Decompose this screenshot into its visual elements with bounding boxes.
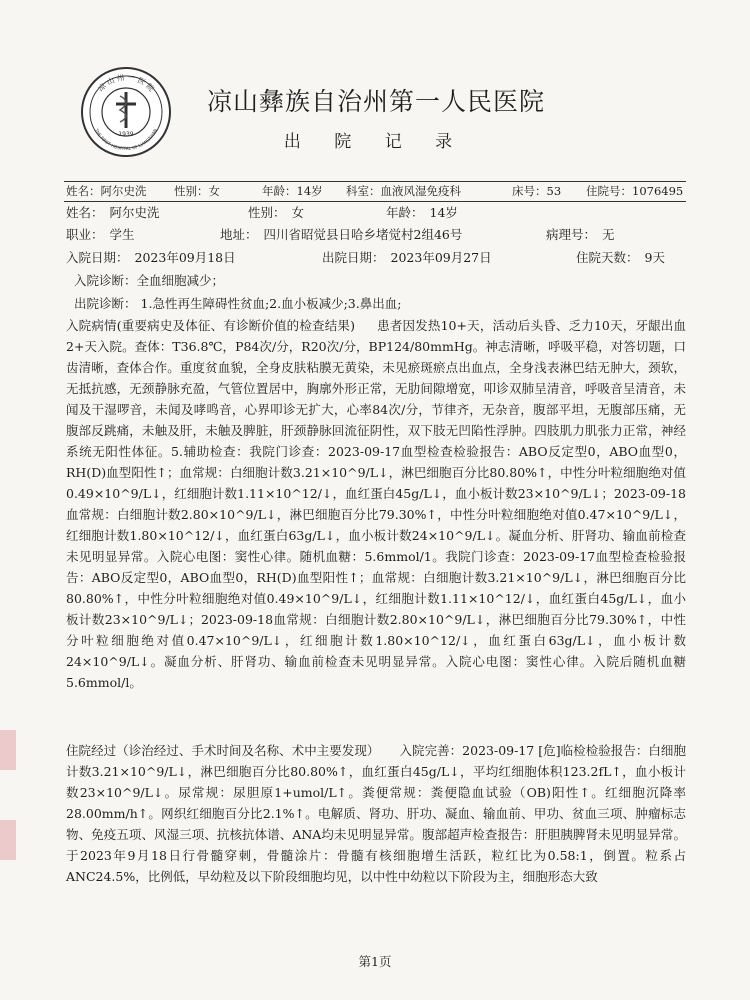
patient-address: 地址： 四川省昭觉县日哈乡堵觉村2组46号	[220, 227, 463, 242]
admission-condition-label: 入院病情(重要病史及体征、有诊断价值的检查结果)	[66, 318, 355, 333]
summary-bed: 床号：53	[512, 184, 562, 198]
summary-admission-no: 住院号：1076495	[586, 184, 684, 198]
summary-age: 年龄：14岁	[262, 184, 323, 198]
summary-gender: 性别：女	[174, 184, 220, 198]
document-title: 出 院 记 录	[283, 132, 467, 152]
hospital-course-text: 入院完善：2023-09-17 [危]临检检验报告：白细胞计数3.21×10^9/L↓，淋巴细胞百分比80.80%↑，血红蛋白45g/L↓，平均红细胞体积123.2fL↑，血小板计数23×10^9/L↓。尿常规：尿胆原1+umol/L↑。粪便常规：粪便隐血试验（OB)阳性↑。红细胞沉降率28.00mm/h↑。网织红细胞百分比2.1%↑。电解质、肾功、肝功、凝血、输血前、甲功、贫血三项、肿瘤标志物、免疫五项、风湿三项、抗核抗体谱、ANA均未见明显异常。腹部超声检查报告：肝胆胰脾肾未见明显异常。于2023年9月18日行骨髓穿刺，骨髓涂片：骨髓有核细胞增生活跃，粒红比为0.58:1，倒置。粒系占ANC24.5%，比例低，早幼粒及以下阶段细胞均见，以中性中幼粒以下阶段为主，细胞形态大致	[66, 743, 686, 884]
summary-name: 姓名：阿尔史洗	[66, 184, 147, 198]
patient-occupation: 职业： 学生	[66, 227, 135, 242]
hospital-course-label: 住院经过（诊治经过、手术时间及名称、术中主要发现）	[66, 743, 380, 758]
header-rule-top	[64, 181, 686, 182]
patient-age: 年龄： 14岁	[386, 205, 458, 220]
hospital-name: 凉山彝族自治州第一人民医院	[206, 87, 545, 116]
discharge-date: 出院日期： 2023年09月27日	[322, 250, 492, 265]
pathology-number: 病理号： 无	[546, 227, 615, 242]
stamp-fragment	[0, 820, 16, 860]
discharge-diagnosis: 出院诊断： 1.急性再生障碍性贫血;2.血小板减少;3.鼻出血;	[74, 296, 402, 311]
patient-name: 姓名： 阿尔史洗	[66, 205, 160, 220]
summary-department: 科室：血液风湿免疫科	[346, 184, 461, 198]
stamp-fragment	[0, 730, 16, 770]
svg-text:凉 山 州 一 医 院: 凉 山 州 一 医 院	[96, 72, 156, 94]
length-of-stay: 住院天数： 9天	[576, 250, 665, 265]
admission-date: 入院日期： 2023年09月18日	[66, 250, 236, 265]
patient-gender: 性别： 女	[248, 205, 305, 220]
admission-diagnosis: 入院诊断：全血细胞减少；	[74, 273, 225, 288]
patient-summary-strip	[66, 183, 686, 201]
svg-text:THE FIRST HOSPITAL OF LIANGSHA: THE FIRST HOSPITAL OF LIANGSHAN	[93, 128, 159, 153]
admission-condition-text: 患者因发热10+天，活动后头昏、乏力10天，牙龈出血2+天入院。查体：T36.8℃，P84次/分，R20次/分，BP124/80mmHg。神志清晰，呼吸平稳，对答切题，口齿清晰，查体合作。重度贫血貌，全身皮肤粘膜无黄染，未见瘀斑瘀点出血点，全身浅表淋巴结无肿大，颈软，无抵抗感，无颈静脉充盈，气管位置居中，胸廓外形正常，无肋间隙增宽，叩诊双肺呈清音，呼吸音呈清音，未闻及干湿啰音，未闻及哮鸣音，心界叩诊无扩大，心率84次/分，节律齐，无杂音，腹部平坦，无腹部压痛，无腹部反跳痛，未触及肝，未触及脾脏，肝颈静脉回流征阴性，双下肢无凹陷性浮肿。四肢肌力肌张力正常，神经系统无阳性体征。5.辅助检查：我院门诊查：2023-09-17血型检查检验报告：ABO反定型0，ABO血型0，RH(D)血型阳性↑；血常规：白细胞计数3.21×10^9/L↓，淋巴细胞百分比80.80%↑，中性分叶粒细胞绝对值0.49×10^9/L↓，红细胞计数1.11×10^12/↓，血红蛋白45g/L↓，血小板计数23×10^9/L↓；2023-09-18血常规：白细胞计数2.80×10^9/L↓，淋巴细胞百分比79.30%↑，中性分叶粒细胞绝对值0.47×10^9/L↓，红细胞计数1.80×10^12/↓，血红蛋白63g/L↓，血小板计数24×10^9/L↓。凝血分析、肝肾功、输血前检查未见明显异常。入院心电图：窦性心律。随机血糖：5.6mmol/1。我院门诊查：2023-09-17血型检查检验报告：ABO反定型0，ABO血型0，RH(D)血型阳性↑；血常规：白细胞计数3.21×10^9/L↓，淋巴细胞百分比80.80%↑，中性分叶粒细胞绝对值0.49×10^9/L↓，红细胞计数1.11×10^12/↓，血红蛋白45g/L↓，血小板计数23×10^9/L↓；2023-09-18血常规：白细胞计数2.80×10^9/L↓，淋巴细胞百分比79.30%↑，中性分叶粒细胞绝对值0.47×10^9/L↓，红细胞计数1.80×10^12/↓，血红蛋白63g/L↓，血小板计数24×10^9/L↓。凝血分析、肝肾功、输血前检查未见明显异常。入院心电图：窦性心律。入院后随机血糖5.6mmol/l。	[66, 318, 686, 690]
svg-text:1939: 1939	[118, 131, 134, 138]
page-number: 第1页	[358, 954, 392, 969]
header-rule-bottom	[64, 201, 686, 202]
admission-condition-section	[66, 315, 686, 693]
hospital-course-section	[66, 740, 686, 887]
hospital-logo	[80, 66, 172, 158]
